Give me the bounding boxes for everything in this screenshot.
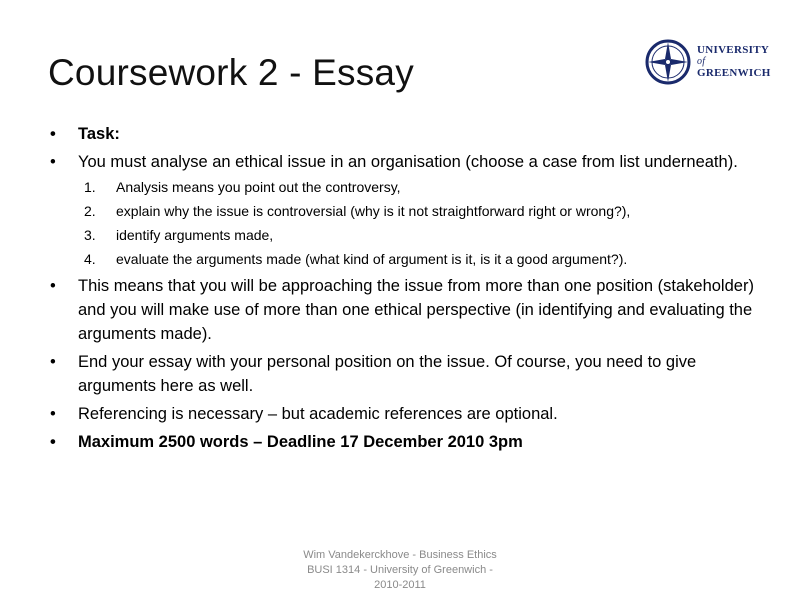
bullet-text: Referencing is necessary – but academic references are optional. xyxy=(78,405,558,423)
footer-line-author: Wim Vandekerckhove - Business Ethics xyxy=(303,549,497,561)
bullet-text: You must analyse an ethical issue in an organisation (choose a case from list underneath). xyxy=(78,153,738,171)
bullet-dot: • xyxy=(50,277,56,295)
slide-title: Coursework 2 - Essay xyxy=(48,52,414,93)
university-logo xyxy=(645,32,775,92)
bullet-text: This means that you will be approaching the issue from more than one position (stakeholder) and you will make use of more than one ethical perspective (in identifying and evaluating the arguments made). xyxy=(78,277,754,343)
bullet-referencing xyxy=(50,402,760,426)
bullet-dot: • xyxy=(50,353,56,371)
logo-line-greenwich: GREENWICH xyxy=(697,67,771,79)
bullet-analyse xyxy=(50,150,760,174)
footer-line-year: 2010-2011 xyxy=(374,579,426,591)
item-number: 1. xyxy=(84,179,96,195)
item-text: Analysis means you point out the controversy, xyxy=(116,179,401,195)
item-text: explain why the issue is controversial (why is it not straightforward right or wrong?), xyxy=(116,203,631,219)
numbered-item xyxy=(50,226,760,244)
item-number: 4. xyxy=(84,251,96,267)
item-number: 2. xyxy=(84,203,96,219)
bullet-text: Maximum 2500 words – Deadline 17 December 2010 3pm xyxy=(78,433,523,451)
bullet-task xyxy=(50,122,760,146)
compass-rose-icon xyxy=(645,32,691,92)
bullet-text: End your essay with your personal position on the issue. Of course, you need to give arguments here as well. xyxy=(78,353,697,395)
item-number: 3. xyxy=(84,227,96,243)
bullet-deadline xyxy=(50,430,760,454)
bullet-dot: • xyxy=(50,433,56,451)
logo-line-university: UNIVERSITY xyxy=(697,44,770,56)
item-text: identify arguments made, xyxy=(116,227,274,243)
logo-line-of: of xyxy=(697,56,706,67)
bullet-dot: • xyxy=(50,153,56,171)
bullet-dot: • xyxy=(50,125,56,143)
slide-body xyxy=(50,122,760,458)
bullet-text: Task: xyxy=(78,125,120,143)
numbered-item xyxy=(50,178,760,196)
bullet-dot: • xyxy=(50,405,56,423)
numbered-item xyxy=(50,250,760,268)
footer-line-course: BUSI 1314 - University of Greenwich - xyxy=(307,564,493,576)
bullet-personal-position xyxy=(50,350,760,398)
bullet-approach xyxy=(50,274,760,346)
item-text: evaluate the arguments made (what kind of argument is it, is it a good argument?). xyxy=(116,251,628,267)
numbered-item xyxy=(50,202,760,220)
slide-footer xyxy=(280,548,520,593)
